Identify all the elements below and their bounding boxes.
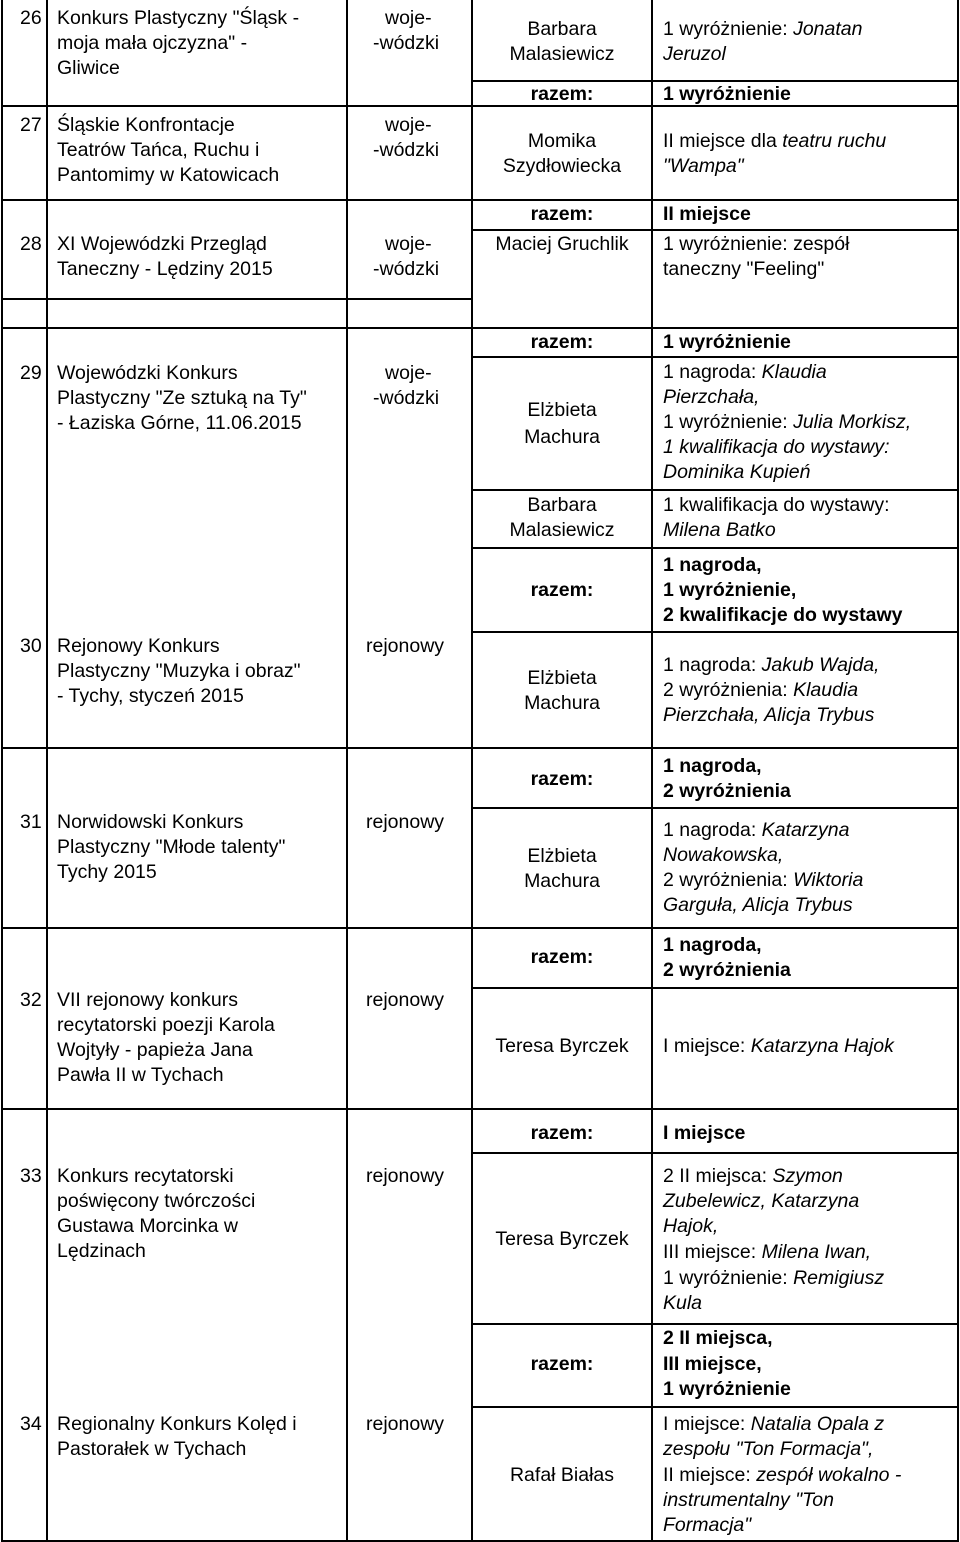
row-number: 31: [20, 811, 42, 833]
row-level: rejonowy: [366, 811, 445, 833]
teacher-name: Teresa Byrczek: [495, 1035, 629, 1057]
row-number: 32: [20, 989, 42, 1011]
row-number: 34: [20, 1413, 42, 1435]
summary-28: 1 wyróżnienie: [663, 331, 791, 353]
razem-label: razem:: [530, 203, 594, 225]
teacher-name: Teresa Byrczek: [495, 1228, 629, 1250]
row-level: rejonowy: [366, 1165, 445, 1187]
row-level: rejonowy: [366, 1413, 445, 1435]
summary-26: 1 wyróżnienie: [663, 83, 791, 105]
row-number: 26: [20, 7, 42, 29]
row-number: 29: [20, 362, 42, 384]
row-level: rejonowy: [366, 635, 445, 657]
razem-label: razem:: [530, 946, 594, 968]
row-number: 27: [20, 114, 42, 136]
row-number: 28: [20, 233, 42, 255]
row-level: rejonowy: [366, 989, 445, 1011]
teacher-name: Maciej Gruchlik: [495, 233, 629, 255]
razem-label: razem:: [530, 1122, 594, 1144]
razem-label: razem:: [530, 579, 594, 601]
summary-32: I miejsce: [663, 1122, 746, 1144]
razem-label: razem:: [530, 331, 594, 353]
row-number: 33: [20, 1165, 42, 1187]
razem-label: razem:: [530, 768, 594, 790]
razem-label: razem:: [530, 83, 594, 105]
summary-27: II miejsce: [663, 203, 751, 225]
razem-label: razem:: [530, 1353, 594, 1375]
row-number: 30: [20, 635, 42, 657]
teacher-name: Rafał Białas: [509, 1464, 615, 1486]
